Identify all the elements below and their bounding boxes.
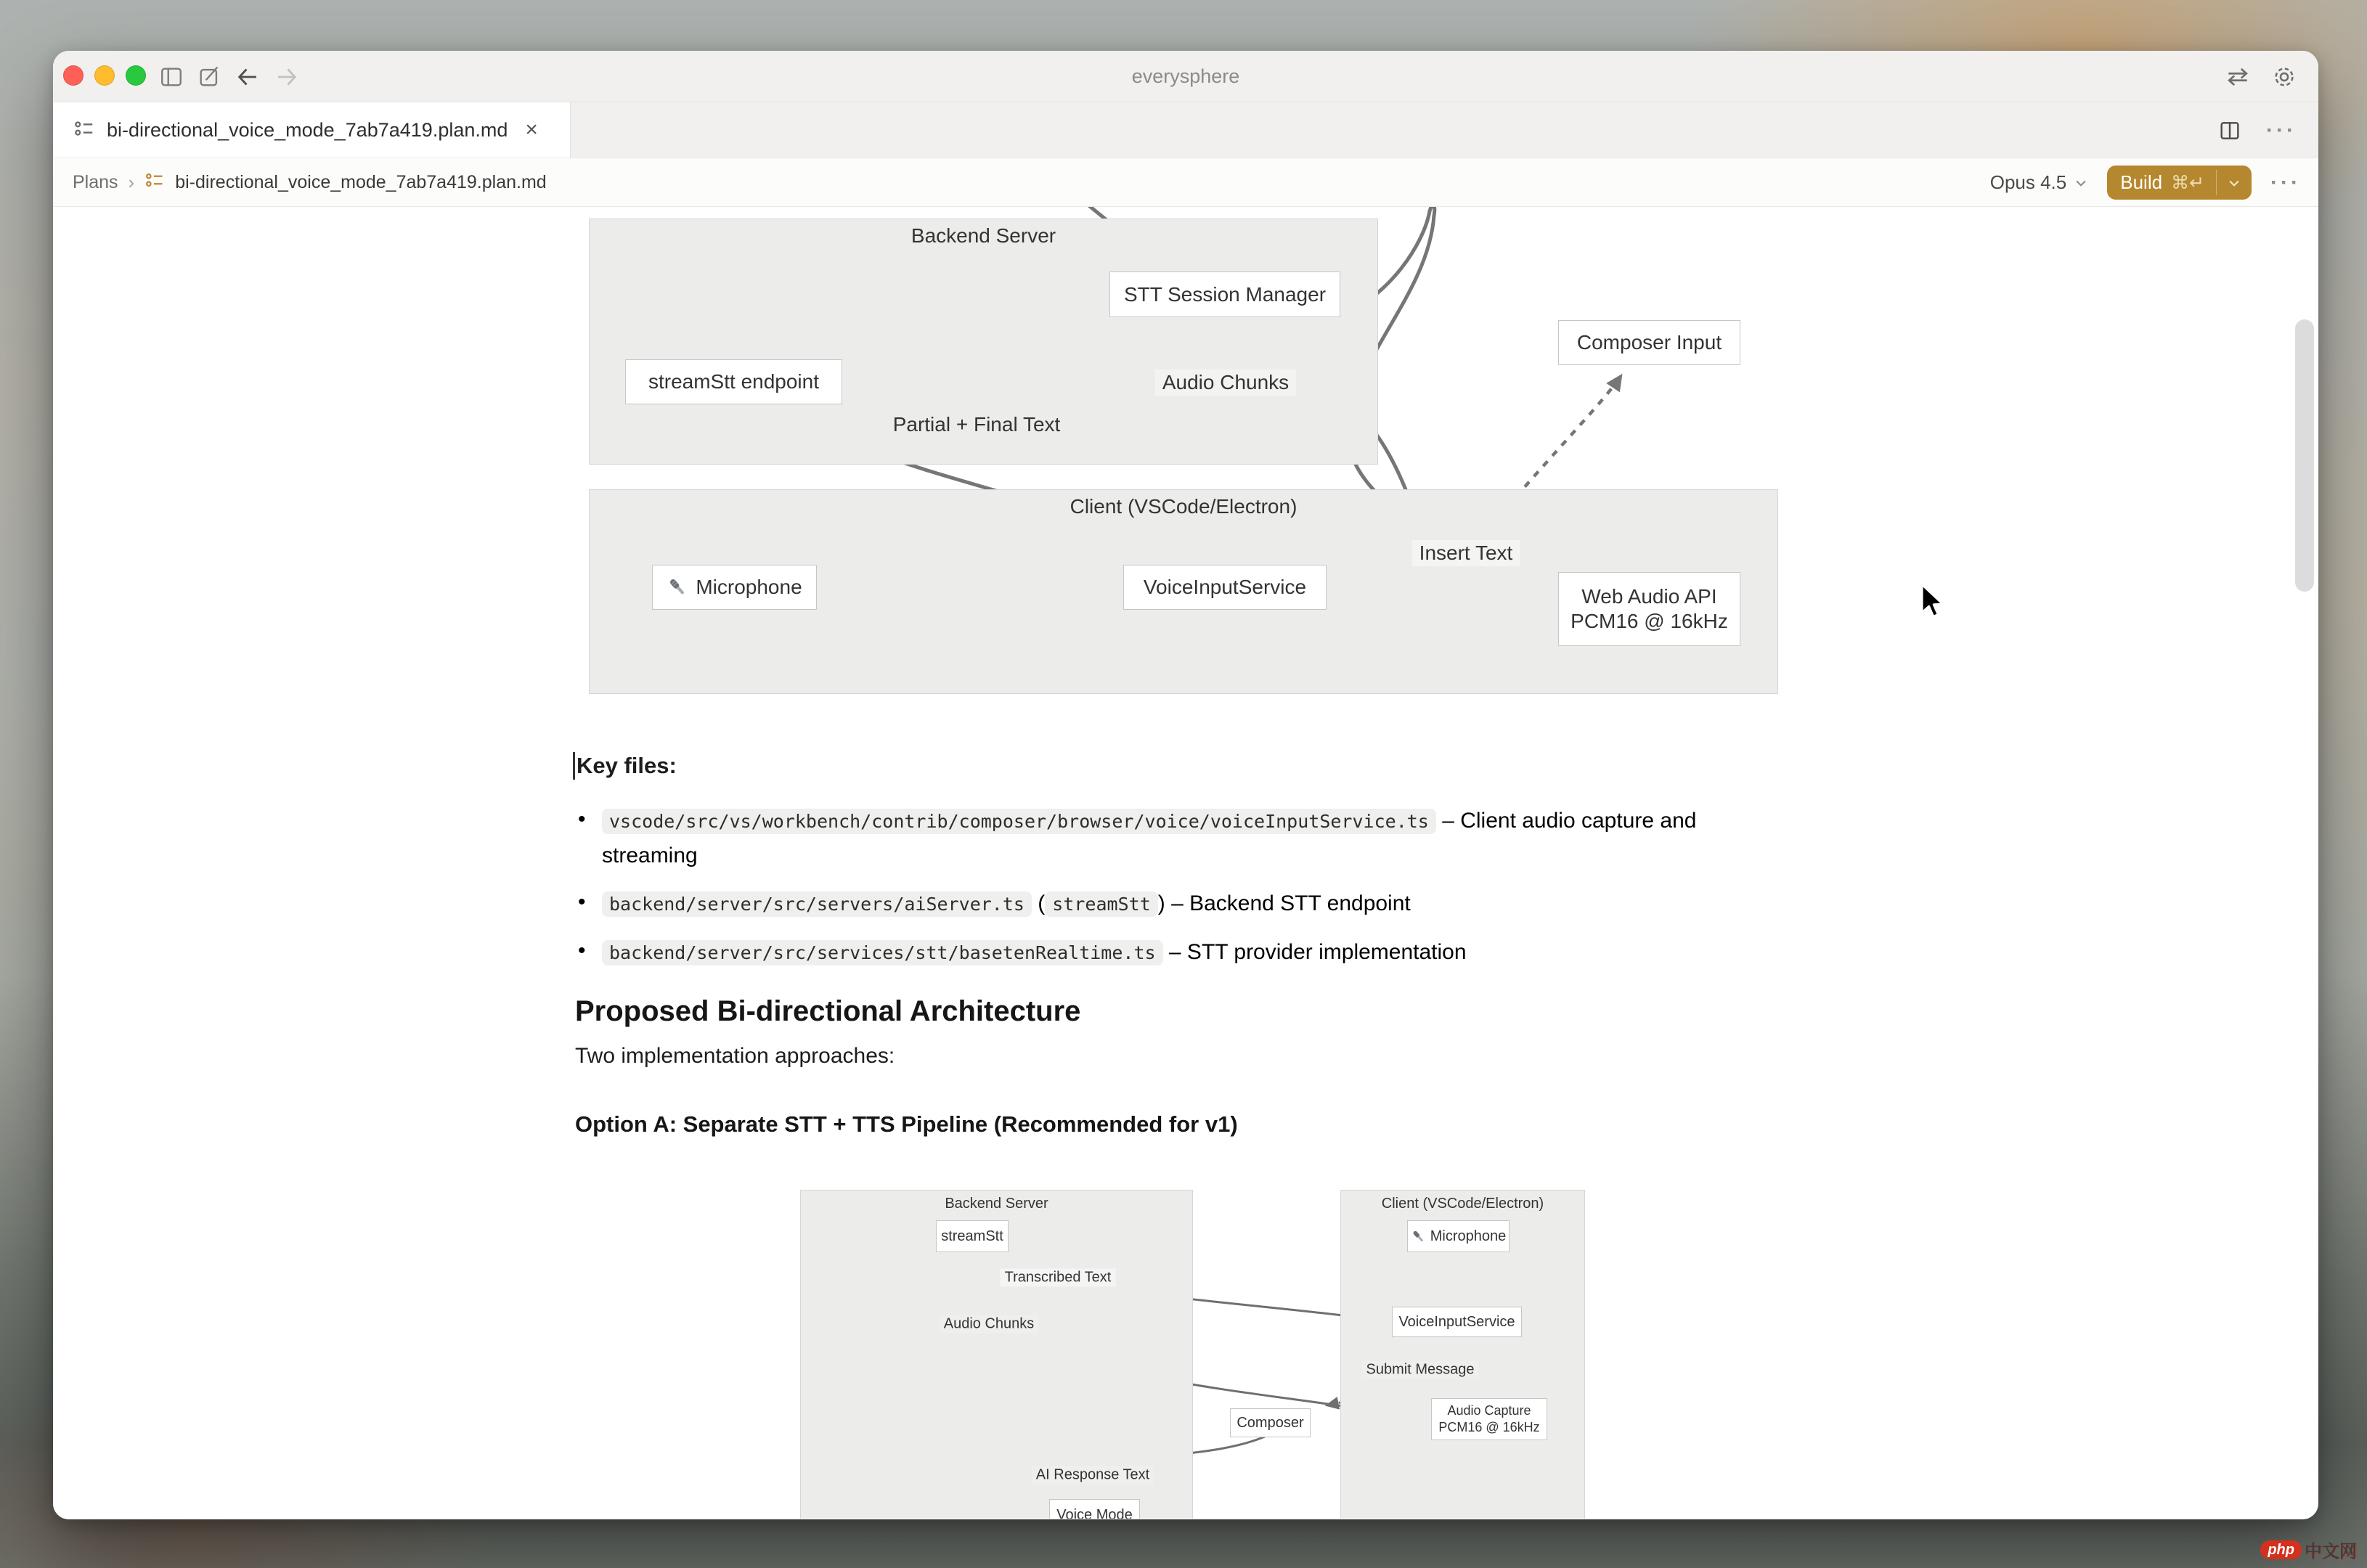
node-stt-session-manager: STT Session Manager <box>1109 271 1340 317</box>
paragraph: Two implementation approaches: <box>575 1044 895 1068</box>
paren-open: ( <box>1031 891 1046 915</box>
model-selector-label: Opus 4.5 <box>1989 171 2067 193</box>
text-caret <box>573 752 575 780</box>
key-files-heading: Key files: <box>577 753 677 778</box>
section-heading: Proposed Bi-directional Architecture <box>575 995 1081 1027</box>
microphone-icon <box>667 576 688 598</box>
tab-more-icon[interactable]: ··· <box>2266 118 2297 142</box>
chevron-down-icon <box>2074 176 2088 190</box>
node-composer-input: Composer Input <box>1558 320 1740 365</box>
tab-bar <box>53 102 2318 158</box>
tabbar-right-actions <box>2218 102 2297 158</box>
code-span: backend/server/src/services/stt/basetenRealtime.ts <box>602 940 1163 965</box>
window-title: everysphere <box>1131 65 1240 87</box>
app-window <box>53 51 2318 1519</box>
node2-voice-input-service: VoiceInputService <box>1392 1307 1522 1337</box>
plan-checklist-icon <box>144 170 165 195</box>
web-audio-line2: PCM16 @ 16kHz <box>1570 610 1728 632</box>
bullet-icon: • <box>578 890 586 914</box>
label-insert-text: Insert Text <box>1412 540 1520 566</box>
node2-composer: Composer <box>1230 1408 1311 1437</box>
node-microphone <box>652 565 817 610</box>
label2-audio-chunks: Audio Chunks <box>940 1315 1039 1334</box>
watermark-text: 中文网 <box>2305 1542 2357 1561</box>
diagram2-client-title: Client (VSCode/Electron) <box>1381 1196 1544 1212</box>
node-voice-input-service: VoiceInputService <box>1123 565 1327 610</box>
node2-streamstt: streamStt <box>936 1220 1009 1252</box>
tab-close-icon[interactable]: × <box>525 118 538 142</box>
list-item <box>575 804 1722 873</box>
split-editor-icon[interactable] <box>2218 119 2241 142</box>
toolbar-more-icon[interactable]: ··· <box>2270 170 2301 195</box>
tab-label: bi-directional_voice_mode_7ab7a419.plan.md <box>107 118 508 141</box>
model-selector[interactable] <box>1990 171 2089 194</box>
web-audio-line1: Web Audio API <box>1581 585 1717 608</box>
build-button-label: Build <box>2120 171 2163 193</box>
build-shortcut: ⌘↵ <box>2171 172 2205 193</box>
audio-capture-line1: Audio Capture <box>1447 1403 1531 1418</box>
scrollbar-thumb[interactable] <box>2295 319 2314 592</box>
code-span: vscode/src/vs/workbench/contrib/composer/browser/voice/voiceInputService.ts <box>602 809 1436 834</box>
toolbar-right <box>1990 158 2301 207</box>
label-partial-final-text: Partial + Final Text <box>886 412 1068 438</box>
label2-transcribed-text: Transcribed Text <box>1001 1269 1116 1287</box>
node-web-audio-api <box>1558 572 1740 646</box>
chevron-down-icon <box>2227 176 2241 190</box>
subsection-heading: Option A: Separate STT + TTS Pipeline (Recommended for v1) <box>575 1111 1238 1137</box>
code-span: backend/server/src/servers/aiServer.ts <box>602 891 1032 917</box>
item-desc: – Client audio capture and streaming <box>602 809 1697 867</box>
list-item <box>575 886 1722 921</box>
key-files-list <box>575 804 1722 984</box>
settings-gear-icon[interactable] <box>2270 63 2298 91</box>
tab-plan-file[interactable] <box>53 102 571 158</box>
node-microphone-label: Microphone <box>696 576 802 598</box>
code-span: streamStt <box>1045 891 1157 917</box>
build-button[interactable] <box>2107 166 2216 200</box>
node2-voice-mode: Voice Mode <box>1049 1499 1140 1519</box>
diagram1-backend-title: Backend Server <box>910 224 1056 247</box>
item-desc: – STT provider implementation <box>1162 940 1467 964</box>
document-content[interactable] <box>53 207 2318 1519</box>
breadcrumb-root[interactable]: Plans <box>73 171 118 192</box>
label2-submit-message: Submit Message <box>1362 1361 1479 1379</box>
node2-audio-capture <box>1431 1398 1547 1440</box>
node2-microphone-label: Microphone <box>1430 1228 1507 1244</box>
watermark <box>2260 1537 2357 1562</box>
watermark-logo: php <box>2260 1540 2302 1559</box>
build-button-group <box>2107 166 2252 200</box>
diagram2-backend-title: Backend Server <box>945 1196 1048 1212</box>
breadcrumb <box>73 170 547 195</box>
mouse-cursor <box>1919 583 1952 621</box>
node-streamstt-endpoint: streamStt endpoint <box>625 359 842 404</box>
diagram1-client-title: Client (VSCode/Electron) <box>1070 495 1297 518</box>
breadcrumb-file[interactable]: bi-directional_voice_mode_7ab7a419.plan.md <box>175 171 547 192</box>
sync-swap-icon[interactable] <box>2224 63 2252 91</box>
bullet-icon: • <box>578 939 586 963</box>
build-options-button[interactable] <box>2217 166 2252 200</box>
audio-capture-line2: PCM16 @ 16kHz <box>1438 1420 1540 1434</box>
toolbar-row <box>53 158 2318 207</box>
list-item <box>575 935 1722 970</box>
microphone-icon <box>1411 1229 1426 1244</box>
node2-microphone <box>1407 1220 1510 1252</box>
label2-ai-response-text: AI Response Text <box>1032 1466 1154 1485</box>
label-audio-chunks: Audio Chunks <box>1155 369 1296 396</box>
bullet-icon: • <box>578 807 586 831</box>
breadcrumb-separator: › <box>128 171 135 193</box>
item-desc: – Backend STT endpoint <box>1171 891 1411 915</box>
paren-close: ) <box>1157 891 1172 915</box>
title-bar <box>53 51 2318 102</box>
titlebar-right-actions <box>2224 51 2298 102</box>
plan-checklist-icon <box>73 118 95 143</box>
